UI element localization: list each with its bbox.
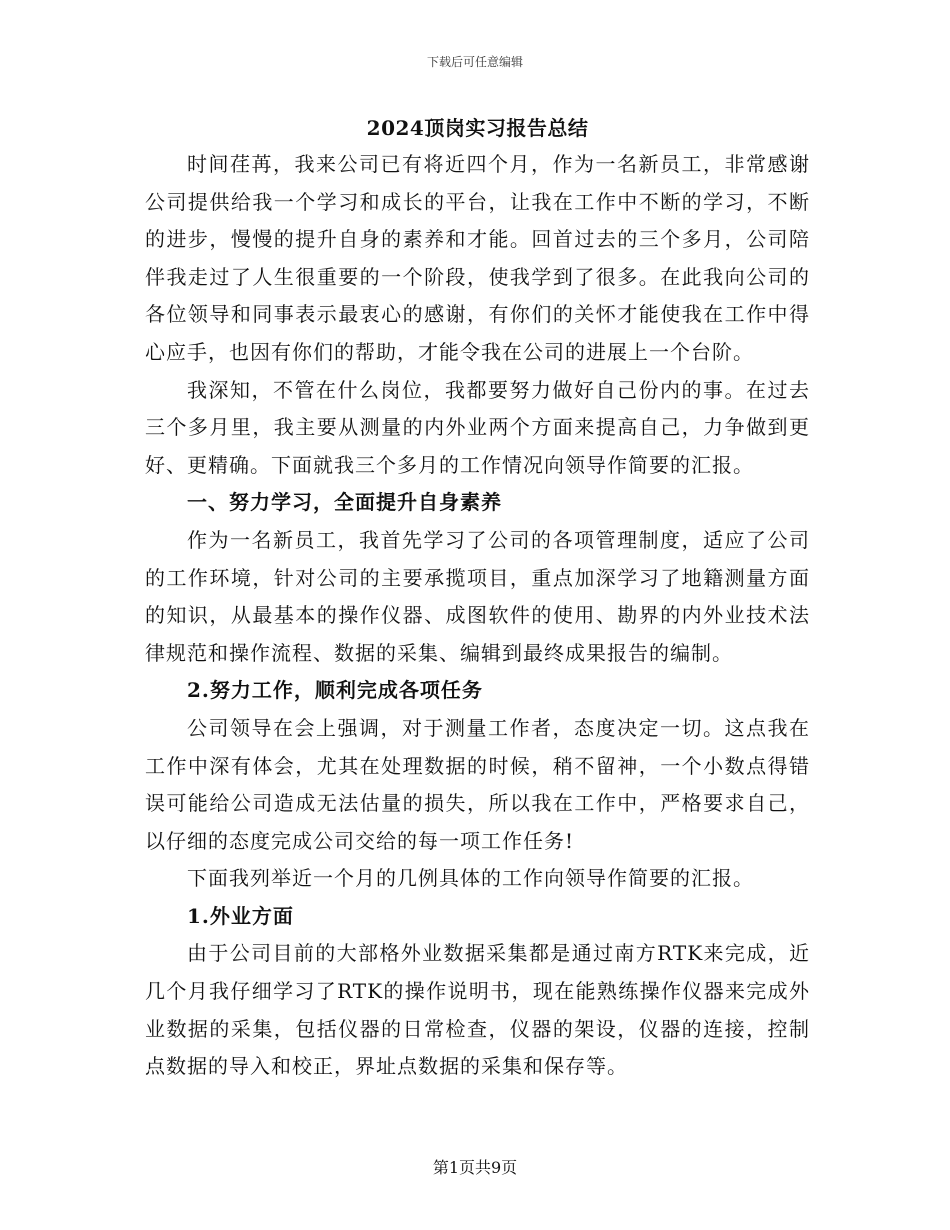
- document-body: [145, 113, 810, 1086]
- paragraph: 时间荏苒，我来公司已有将近四个月，作为一名新员工，非常感谢公司提供给我一个学习和成长的平台，让我在工作中不断的学习，不断的进步，慢慢的提升自身的素养和才能。回首过去的三个多月，公司陪伴我走过了人生很重要的一个阶段，使我学到了很多。在此我向公司的各位领导和同事表示最衷心的感谢，有你们的关怀才能使我在工作中得心应手，也因有你们的帮助，才能令我在公司的进展上一个台阶。: [145, 152, 810, 364]
- page-footer: 第1页共9页: [432, 1158, 518, 1177]
- document-title: 2024顶岗实习报告总结: [366, 116, 589, 140]
- section-heading: 1.外业方面: [187, 903, 294, 928]
- section-heading: 2.努力工作，顺利完成各项任务: [187, 678, 483, 703]
- paragraph: 公司领导在会上强调，对于测量工作者，态度决定一切。这点我在工作中深有体会，尤其在处理数据的时候，稍不留神，一个小数点得错误可能给公司造成无法估量的损失，所以我在工作中，严格要求自己，以仔细的态度完成公司交给的每一项工作任务!: [145, 715, 810, 853]
- paragraph: 下面我列举近一个月的几例具体的工作向领导作简要的汇报。: [187, 866, 754, 891]
- page-header: 下载后可任意编辑: [426, 55, 523, 69]
- paragraph: 由于公司目前的大部格外业数据采集都是通过南方RTK来完成，近几个月我仔细学习了RTK的操作说明书，现在能熟练操作仪器来完成外业数据的采集，包括仪器的日常检查，仪器的架设，仪器的连接，控制点数据的导入和校正，界址点数据的采集和保存等。: [145, 941, 810, 1079]
- section-heading: 一、努力学习，全面提升自身素养: [187, 490, 502, 515]
- paragraph: 我深知，不管在什么岗位，我都要努力做好自己份内的事。在过去三个多月里，我主要从测量的内外业两个方面来提高自己，力争做到更好、更精确。下面就我三个多月的工作情况向领导作简要的汇报。: [145, 377, 810, 477]
- paragraph: 作为一名新员工，我首先学习了公司的各项管理制度，适应了公司的工作环境，针对公司的主要承揽项目，重点加深学习了地籍测量方面的知识，从最基本的操作仪器、成图软件的使用、勘界的内外业技术法律规范和操作流程、数据的采集、编辑到最终成果报告的编制。: [145, 527, 810, 665]
